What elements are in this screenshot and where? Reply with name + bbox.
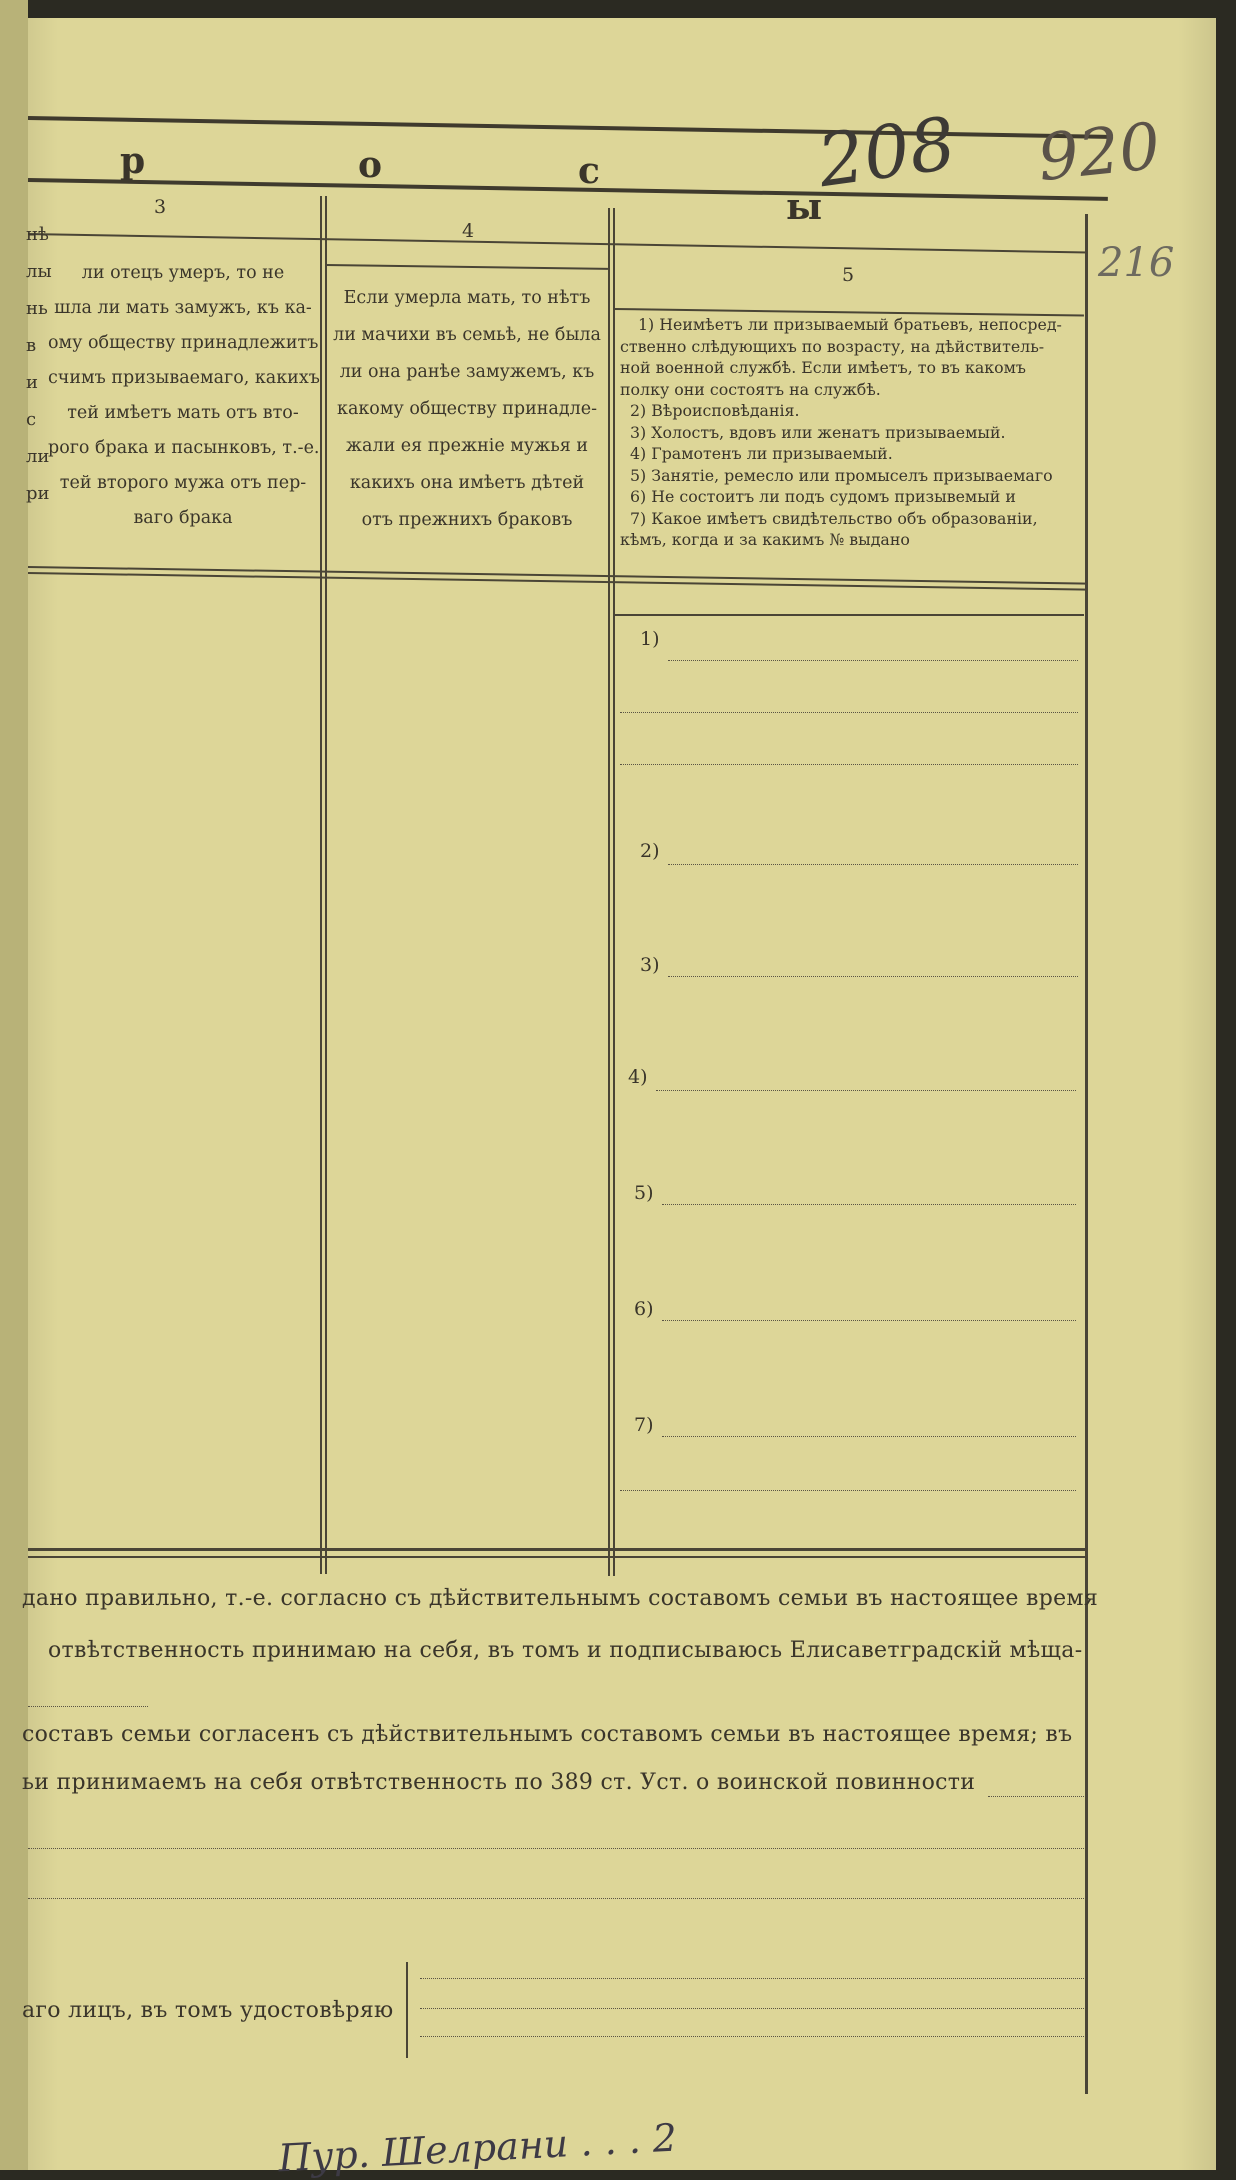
handwritten-page-number-alt: 920 <box>1034 109 1164 197</box>
header-letter-s: с <box>578 150 600 192</box>
handwritten-side-note: 216 <box>1098 240 1175 286</box>
column-separator-4-5 <box>608 208 610 1576</box>
column-3-number: 3 <box>153 196 167 218</box>
binding-edge <box>0 0 28 2170</box>
footer-fill-line-5 <box>28 1848 1084 1849</box>
handwritten-page-number: 208 <box>812 100 961 204</box>
table-bottom-rule <box>28 1548 1086 1551</box>
answer-item-6: 6) <box>634 1298 654 1320</box>
column-5-number: 5 <box>841 264 855 286</box>
column-separator-3-4b <box>325 196 327 1574</box>
answer-item-5: 5) <box>634 1182 654 1204</box>
answer-line-1b <box>620 712 1078 713</box>
answer-item-4: 4) <box>628 1066 648 1088</box>
footer-statement-line-2: отвѣтственность принимаю на себя, въ томъ и подписываюсь Елисаветградскій мѣща- <box>48 1638 1083 1663</box>
header-letter-y: ы <box>786 186 823 228</box>
footer-fill-line-6 <box>28 1898 1084 1899</box>
answer-line-5 <box>662 1204 1076 1205</box>
certification-line-2 <box>420 2008 1084 2009</box>
table-bottom-rule-2 <box>28 1556 1086 1558</box>
header-letter-o: о <box>358 144 383 186</box>
answer-line-1 <box>668 660 1078 661</box>
column-separator-3-4 <box>320 196 322 1574</box>
answer-line-7 <box>662 1436 1076 1437</box>
certification-bracket <box>406 1962 408 2058</box>
table-right-border <box>1085 214 1088 2094</box>
answer-item-2: 2) <box>640 840 660 862</box>
header-letter-r: р <box>120 140 146 182</box>
column-3-header: ли отецъ умеръ, то не шла ли мать замужъ, къ ка- ому обществу принадлежитъ счимъ призываемаго, какихъ тей имѣетъ мать отъ вто- рого брака и пасынковъ, т.-е. тей второго мужа отъ пер- ваго брака <box>48 263 320 528</box>
column-5-answers-top-rule <box>614 614 1084 616</box>
handwritten-bottom-note: Пур. Шелрани . . . 2 <box>277 2115 678 2180</box>
column-5-questions: 1) Неимѣетъ ли призываемый братьевъ, непосред- ственно слѣдующихъ по возрасту, на дѣйствитель- ной военной службѣ. Если имѣетъ, то въ какомъ полку они состоятъ на службѣ. 2) Вѣроисповѣданія. 3) Холостъ, вдовъ или женатъ призываемый. 4) Грамотенъ ли призываемый. 5) Занятіе, ремесло или промыселъ призываемаго 6) Не состоитъ ли подъ судомъ призывемый и 7) Какое имѣетъ свидѣтельство объ образованіи, кѣмъ, когда и за какимъ № выдано <box>620 315 1062 549</box>
footer-certification-text: аго лицъ, въ томъ удостовѣряю <box>22 1998 394 2023</box>
answer-item-1: 1) <box>640 628 660 650</box>
column-4-number: 4 <box>461 220 475 242</box>
answer-line-7b <box>620 1490 1076 1491</box>
answer-line-4 <box>656 1090 1076 1091</box>
footer-statement-line-4: ьи принимаемъ на себя отвѣтственность по 389 ст. Уст. о воинской повинности <box>22 1770 976 1795</box>
left-margin-fragments: нѣ лы нь в и с ли ри <box>26 224 52 504</box>
answer-item-7: 7) <box>634 1414 654 1436</box>
column-separator-4-5b <box>613 208 615 1576</box>
answer-line-1c <box>620 764 1078 765</box>
footer-statement-line-3: составъ семьи согласенъ съ дѣйствительнымъ составомъ семьи въ настоящее время; въ <box>22 1722 1073 1747</box>
certification-line-3 <box>420 2036 1084 2037</box>
answer-line-2 <box>668 864 1078 865</box>
document-page <box>22 18 1216 2180</box>
answer-line-6 <box>662 1320 1076 1321</box>
footer-signature-line-1 <box>28 1706 148 1707</box>
certification-line-1 <box>420 1978 1084 1979</box>
answer-item-3: 3) <box>640 954 660 976</box>
answer-line-3 <box>668 976 1078 977</box>
column-4-subrule <box>326 264 608 270</box>
footer-fill-line-4 <box>988 1796 1084 1797</box>
footer-statement-line-1: дано правильно, т.-е. согласно съ дѣйствительнымъ составомъ семьи въ настоящее время <box>22 1586 1099 1611</box>
column-4-header: Если умерла мать, то нѣтъ ли мачихи въ семьѣ, не была ли она ранѣе замужемъ, къ какому обществу принадле- жали ея прежніе мужья и какихъ она имѣетъ дѣтей отъ прежнихъ браковъ <box>333 288 601 530</box>
column-number-rule <box>28 233 1088 253</box>
